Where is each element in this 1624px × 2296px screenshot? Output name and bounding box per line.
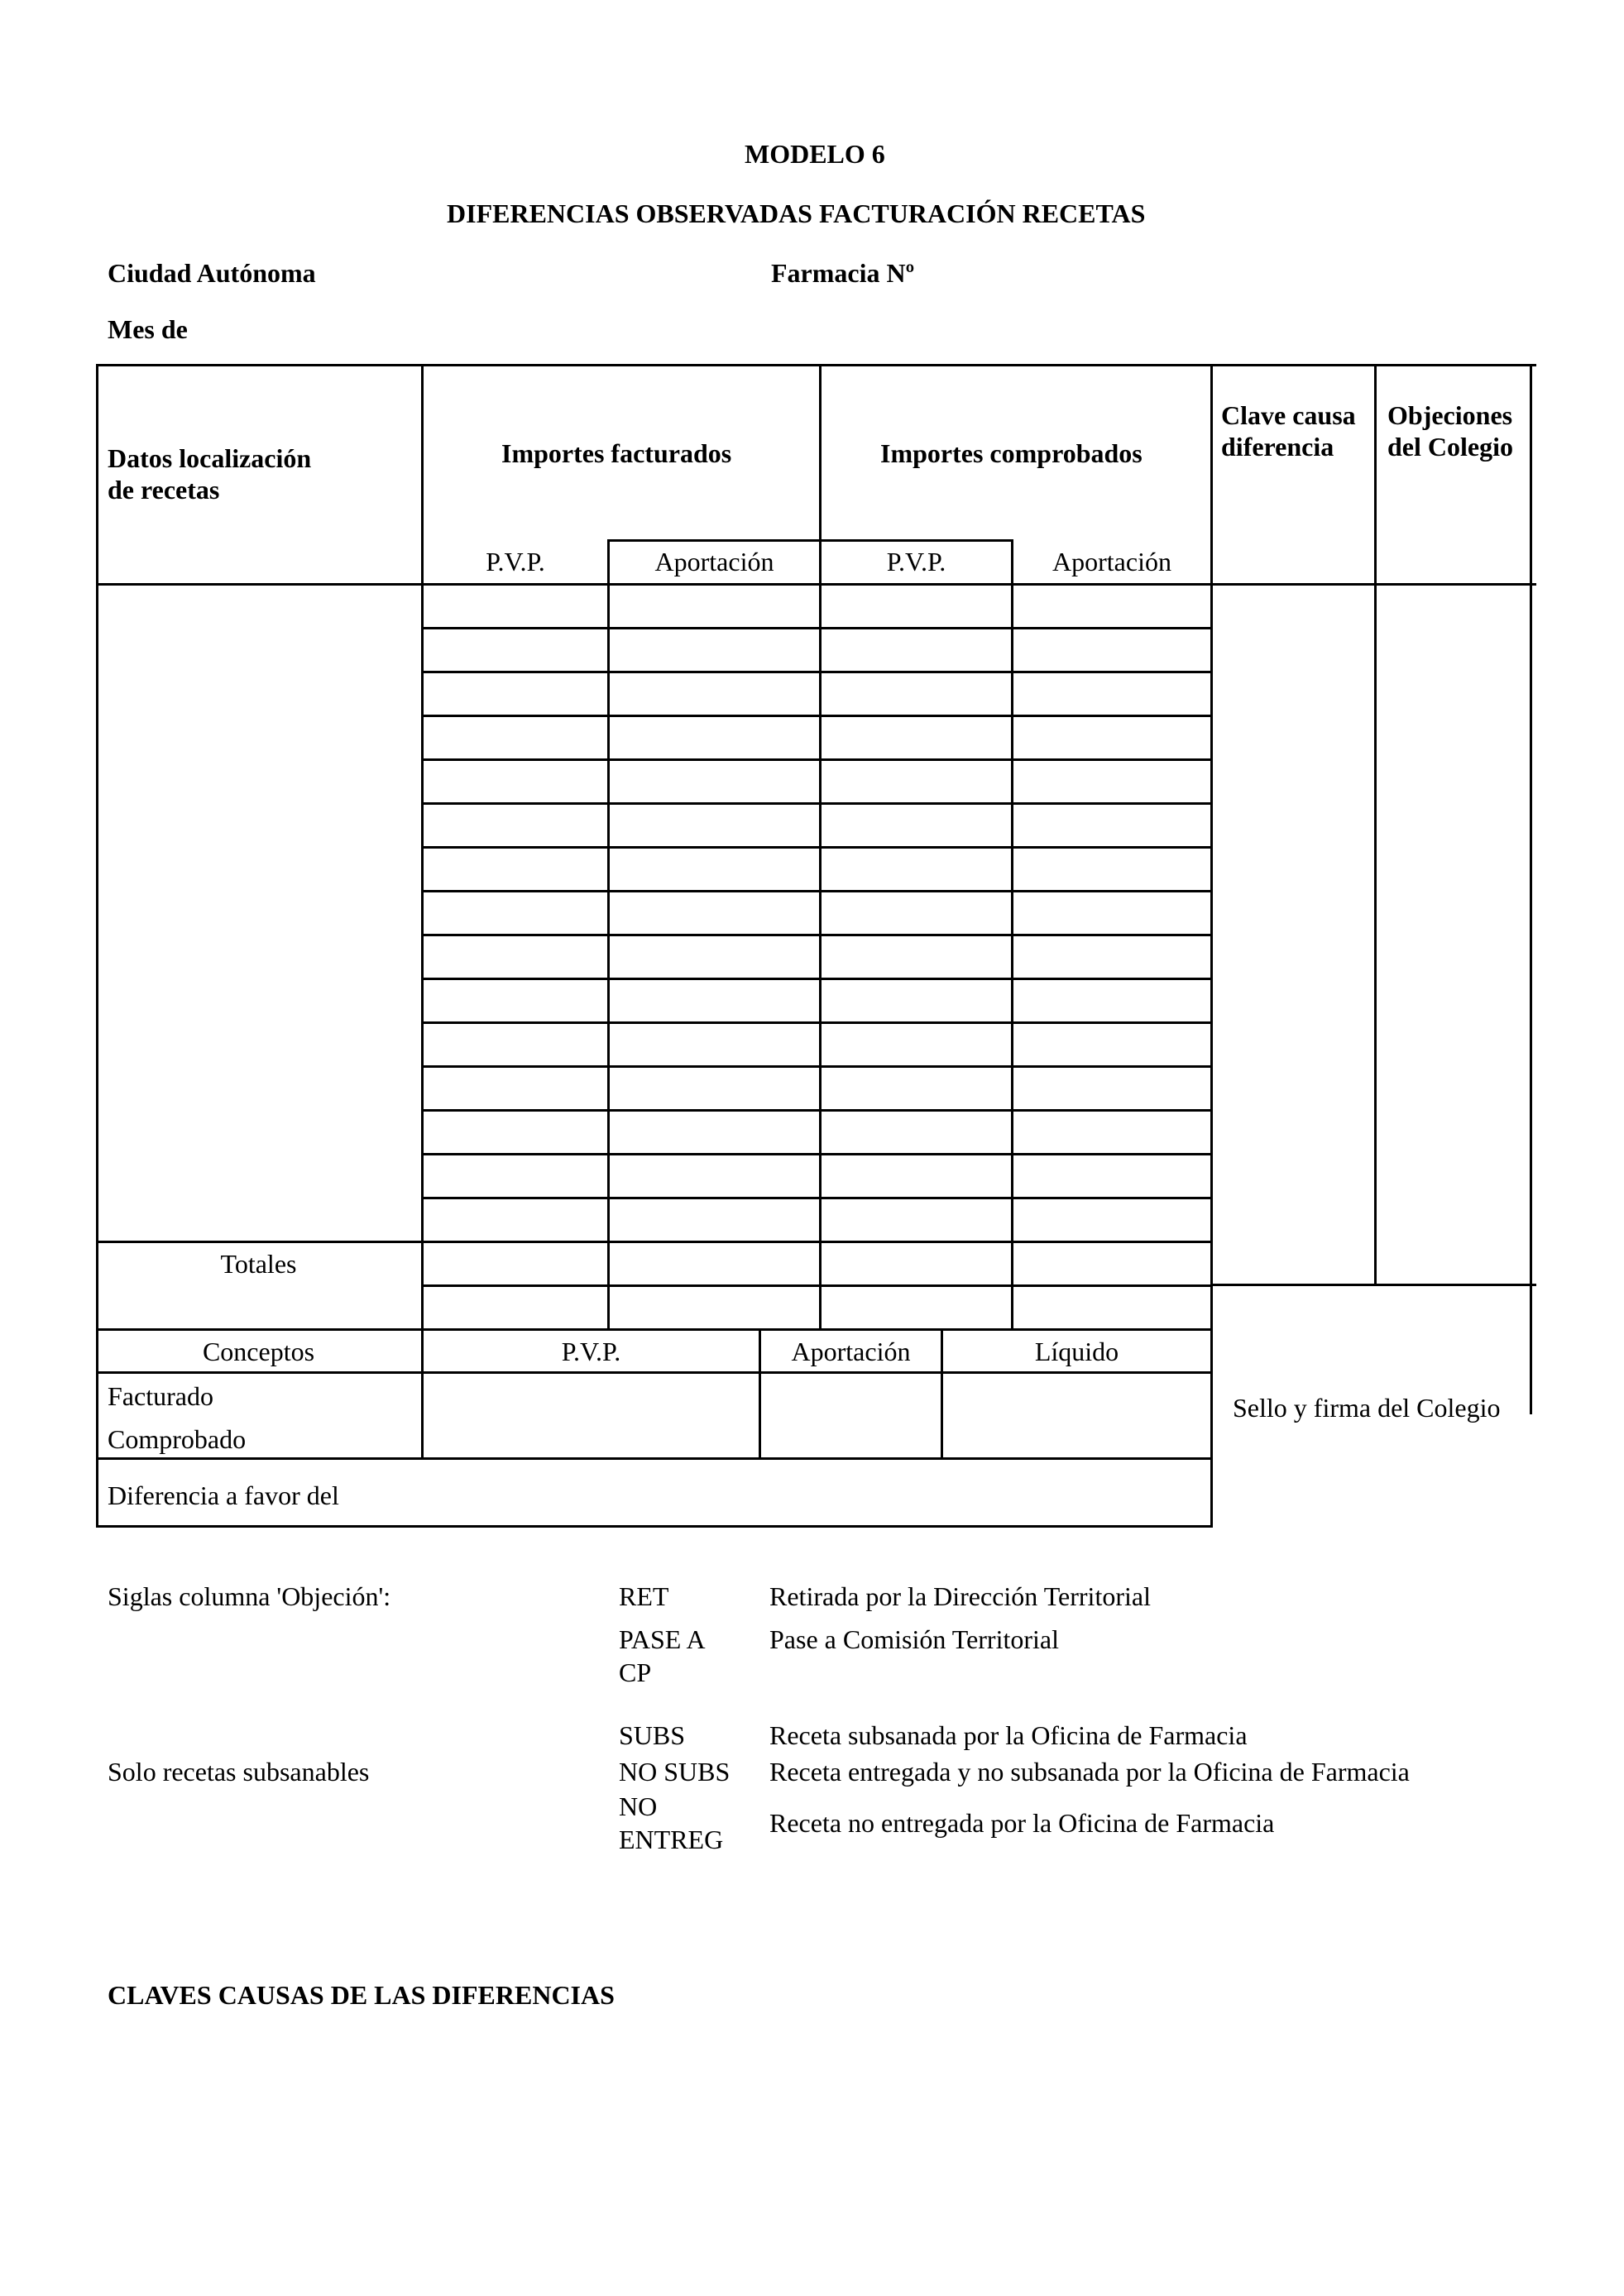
legend-code-subs: SUBS [619, 1720, 686, 1750]
legend-code-noentreg-1: NO [619, 1791, 658, 1821]
col-line-2 [607, 539, 610, 1328]
col-line-6 [1374, 364, 1377, 1285]
header-bottom-line [96, 583, 1536, 586]
legend-code-nosubs: NO SUBS [619, 1757, 731, 1787]
row-line [421, 802, 1213, 805]
siglas-label: Siglas columna 'Objeción': [108, 1581, 391, 1611]
header-objeciones-2: del Colegio [1387, 432, 1513, 462]
page-title: MODELO 6 [745, 139, 885, 169]
row-line [421, 715, 1213, 717]
conceptos-top-line [96, 1328, 1213, 1331]
header-clave-1: Clave causa [1221, 400, 1356, 430]
subheader-pvp-comprobado: P.V.P. [886, 547, 946, 576]
legend-desc-subs: Receta subsanada por la Oficina de Farmacia [769, 1720, 1248, 1750]
totales-top-line [96, 1241, 1213, 1243]
header-clave-2: diferencia [1221, 432, 1334, 462]
summary-header-line [96, 1371, 1213, 1374]
row-line [421, 846, 1213, 849]
legend-code-noentreg-2: ENTREG [619, 1825, 724, 1854]
legend-code-ret: RET [619, 1581, 669, 1611]
subheader-aportacion-facturado: Aportación [654, 547, 774, 576]
row-line [421, 1065, 1213, 1068]
legend-code-pase-2: CP [619, 1657, 652, 1687]
table-border-bottom [96, 1525, 1213, 1528]
table-border-right [1530, 364, 1532, 1414]
summary-aportacion: Aportación [791, 1337, 911, 1366]
header-datos-1: Datos localización [108, 443, 312, 473]
row-line [421, 1197, 1213, 1199]
header-importes-comprobados: Importes comprobados [880, 438, 1143, 468]
row-line [421, 671, 1213, 673]
farmacia-label: Farmacia Nº [771, 258, 915, 288]
row-line [421, 978, 1213, 980]
summary-diferencia: Diferencia a favor del [108, 1480, 339, 1510]
row-line [421, 1284, 1213, 1287]
row-line [421, 758, 1213, 761]
row-line [421, 1021, 1213, 1024]
col-line-3 [819, 364, 822, 1328]
row-line [421, 1153, 1213, 1155]
sello-firma-label: Sello y firma del Colegio [1233, 1393, 1501, 1423]
row-line [421, 627, 1213, 629]
legend-desc-nosubs: Receta entregada y no subsanada por la Oficina de Farmacia [769, 1757, 1410, 1787]
subheader-aportacion-comprobado: Aportación [1052, 547, 1171, 576]
ciudad-label: Ciudad Autónoma [108, 258, 316, 288]
summary-pvp: P.V.P. [561, 1337, 621, 1366]
subheader-line [609, 539, 1013, 542]
subheader-pvp-facturado: P.V.P. [486, 547, 545, 576]
header-datos-2: de recetas [108, 475, 220, 505]
col-line-4 [1011, 539, 1013, 1328]
row-line [421, 934, 1213, 936]
totales-label: Totales [220, 1249, 297, 1279]
page-subtitle: DIFERENCIAS OBSERVADAS FACTURACIÓN RECETAS [447, 199, 1146, 228]
summary-conceptos: Conceptos [202, 1337, 315, 1366]
summary-facturado: Facturado [108, 1381, 213, 1411]
legend-desc-noentreg: Receta no entregada por la Oficina de Farmacia [769, 1808, 1275, 1838]
table-border-top [96, 364, 1536, 366]
header-importes-facturados: Importes facturados [501, 438, 732, 468]
summary-comprobado: Comprobado [108, 1424, 247, 1454]
summary-liquido: Líquido [1034, 1337, 1119, 1366]
mes-label: Mes de [108, 314, 188, 344]
subsanables-label: Solo recetas subsanables [108, 1757, 370, 1787]
col-line-5 [1210, 364, 1213, 1528]
claves-title: CLAVES CAUSAS DE LAS DIFERENCIAS [108, 1980, 615, 2010]
legend-desc-ret: Retirada por la Dirección Territorial [769, 1581, 1151, 1611]
row-line [421, 890, 1213, 892]
legend-code-pase-1: PASE A [619, 1624, 706, 1654]
diferencia-top-line [96, 1457, 1213, 1460]
row-line [421, 1109, 1213, 1112]
header-objeciones-1: Objeciones [1387, 400, 1513, 430]
col-line-1 [421, 364, 424, 1460]
legend-desc-pase: Pase a Comisión Territorial [769, 1624, 1059, 1654]
